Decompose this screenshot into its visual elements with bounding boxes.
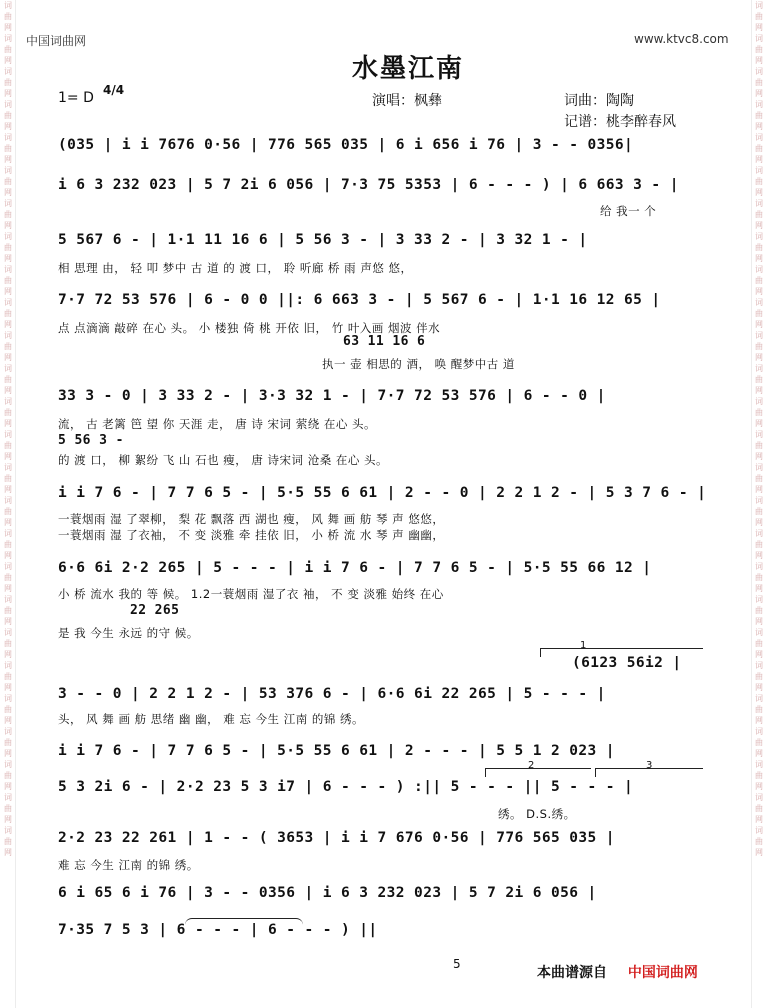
song-title: 水墨江南 [352,54,465,84]
volta-2-label: 2 [528,760,535,771]
lyric-line-7-alt: 是 我 今生 永远 的守 候。 [58,626,199,640]
page-number: 5 [453,957,461,971]
lyric-line-10: 绣。 D.S.绣。 [498,807,576,821]
score-line-13: 7·35 7 5 3 | 6 - - - | 6 - - - ) || [58,922,378,938]
score-line-9: i i 7 6 - | 7 7 6 5 - | 5·5 55 6 61 | 2 - - - | 5 5 1 2 023 | [58,743,615,759]
score-line-5-alt: 5 56 3 - [58,433,124,448]
score-line-4-alt: 63 11 16 6 [343,334,426,349]
footer-source-site[interactable]: 中国词曲网 [627,965,698,981]
lyric-line-8: 头， 风 舞 画 舫 思绪 幽 幽， 难 忘 今生 江南 的锦 绣。 [58,712,365,726]
time-signature: 4/4 [103,83,125,97]
score-line-8: 3 - - 0 | 2 2 1 2 - | 53 376 6 - | 6·6 6i 22 265 | 5 - - - | [58,686,606,702]
lyric-line-5: 流， 古 老篱 笆 望 你 天涯 走， 唐 诗 宋词 萦绕 在心 头。 [58,417,377,431]
side-watermark-right: 词曲网词曲网词曲网词曲网词曲网词曲网词曲网词曲网词曲网词曲网词曲网词曲网词曲网词曲网词曲网词曲网词曲网词曲网词曲网词曲网词曲网词曲网词曲网词曲网词曲网词曲网 [751,0,766,1008]
lyric-line-6b: 一蓑烟雨 湿 了衣袖， 不 变 淡雅 牵 挂依 旧， 小 桥 流 水 琴 声 幽幽， [58,528,445,542]
key-signature: 1= D [58,90,94,106]
score-line-11: 2·2 23 22 261 | 1 - - ( 3653 | i i 7 676 0·56 | 776 565 035 | [58,830,615,846]
lyric-line-4-alt: 执一 壶 相思的 酒， 唤 醒梦中古 道 [322,357,515,371]
score-line-1: (035 | i i 7676 0·56 | 776 565 035 | 6 i 656 i 76 | 3 - - 0356| [58,137,634,153]
lyric-line-5-alt: 的 渡 口， 柳 絮纷 飞 山 石也 瘦， 唐 诗宋词 沧桑 在心 头。 [58,453,389,467]
score-line-12: 6 i 65 6 i 76 | 3 - - 0356 | i 6 3 232 023 | 5 7 2i 6 056 | [58,885,597,901]
score-line-10: 5 3 2i 6 - | 2·2 23 5 3 i7 | 6 - - - ) :|| 5 - - - || 5 - - - | [58,779,634,795]
composer-credit: 词曲：陶陶 [564,93,634,109]
footer-source-label: 本曲谱源自 [537,965,607,981]
footer-source [537,962,698,982]
side-watermark-left: 词曲网词曲网词曲网词曲网词曲网词曲网词曲网词曲网词曲网词曲网词曲网词曲网词曲网词曲网词曲网词曲网词曲网词曲网词曲网词曲网词曲网词曲网词曲网词曲网词曲网词曲网 [1,0,16,1008]
site-watermark-right: www.ktvc8.com [634,32,729,46]
score-line-7: 6·6 6i 2·2 265 | 5 - - - | i i 7 6 - | 7 7 6 5 - | 5·5 55 66 12 | [58,560,652,576]
volta-3-label: 3 [646,760,653,771]
score-line-2: i 6 3 232 023 | 5 7 2i 6 056 | 7·3 75 5353 | 6 - - - ) | 6 663 3 - | [58,177,679,193]
score-line-6: i i 7 6 - | 7 7 6 5 - | 5·5 55 6 61 | 2 - - 0 | 2 2 1 2 - | 5 3 7 6 - | [58,485,707,501]
transcriber-credit: 记谱：桃李醉春风 [564,114,676,130]
score-line-5: 33 3 - 0 | 3 33 2 - | 3·3 32 1 - | 7·7 72 53 576 | 6 - - 0 | [58,388,606,404]
lyric-line-2: 给 我一 个 [600,204,657,218]
lyric-line-4: 点 点滴滴 敲碎 在心 头。 小 楼独 倚 桃 开依 旧， 竹 叶入画 烟波 伴水 [58,321,441,335]
lyric-line-3: 相 思理 由， 轻 叩 梦中 古 道 的 渡 口， 聆 听廊 桥 雨 声悠 悠， [58,261,413,275]
score-line-8-pickup: (6123 56i2 | [572,655,682,671]
lyric-line-11: 难 忘 今生 江南 的锦 绣。 [58,858,199,872]
score-line-7-alt: 22 265 [130,603,180,618]
volta-1-label: 1 [580,640,587,651]
score-line-3: 5 567 6 - | 1·1 11 16 6 | 5 56 3 - | 3 33 2 - | 3 32 1 - | [58,232,588,248]
singer-credit: 演唱：枫彝 [372,93,442,109]
score-line-4: 7·7 72 53 576 | 6 - 0 0 ||: 6 663 3 - | 5 567 6 - | 1·1 16 12 65 | [58,292,661,308]
volta-bracket-2 [485,768,591,777]
site-watermark-left: 中国词曲网 [26,34,87,48]
lyric-line-7: 小 桥 流水 我的 等 候。 1.2一蓑烟雨 湿了衣 袖， 不 变 淡雅 始终 在心 [58,587,444,601]
lyric-line-6a: 一蓑烟雨 湿 了翠柳， 梨 花 飘落 西 湖也 瘦， 风 舞 画 舫 琴 声 悠悠， [58,512,445,526]
